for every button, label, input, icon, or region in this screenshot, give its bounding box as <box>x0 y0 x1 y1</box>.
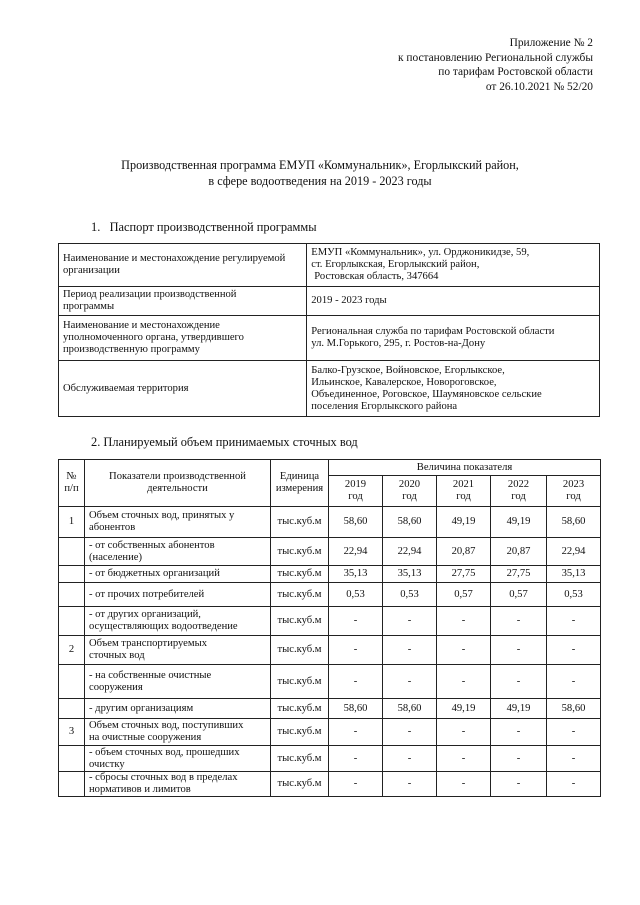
header-year <box>491 476 547 507</box>
cell-line: год <box>348 491 363 502</box>
title-line: Производственная программа ЕМУП «Коммунальник», Егорлыкский район, <box>121 158 519 172</box>
row-number <box>59 583 85 607</box>
passport-value <box>307 244 600 287</box>
section-title: Паспорт производственной программы <box>109 220 317 234</box>
row-value: 35,13 <box>547 566 601 583</box>
row-value: - <box>437 636 491 665</box>
table-row <box>59 316 600 361</box>
cell-line: поселения Егорлыкского района <box>311 400 458 412</box>
row-value: - <box>491 746 547 772</box>
document-title <box>0 158 640 189</box>
row-value: - <box>329 719 383 746</box>
section-heading-passport <box>91 220 317 235</box>
table-row <box>59 636 601 665</box>
row-number <box>59 538 85 566</box>
header-indicator <box>85 460 271 507</box>
cell-line: на очистные сооружения <box>89 732 202 743</box>
cell-line: 2022 <box>507 479 530 490</box>
row-value: 0,53 <box>383 583 437 607</box>
row-unit: тыс.куб.м <box>271 772 329 797</box>
row-label <box>85 699 271 719</box>
row-value: 27,75 <box>437 566 491 583</box>
row-number <box>59 699 85 719</box>
title-line: в сфере водоотведения на 2019 - 2023 годы <box>208 173 432 188</box>
cell-line: Наименование и местонахождение регулируемой <box>63 253 286 264</box>
row-unit: тыс.куб.м <box>271 636 329 665</box>
cell-line: год <box>566 491 581 502</box>
section-heading-volume <box>91 435 358 450</box>
row-value: - <box>329 746 383 772</box>
row-value: - <box>329 665 383 699</box>
header-value-group: Величина показателя <box>329 460 601 476</box>
row-value: - <box>383 772 437 797</box>
row-value: 22,94 <box>547 538 601 566</box>
row-value: 35,13 <box>383 566 437 583</box>
cell-line: организации <box>63 265 120 276</box>
row-unit: тыс.куб.м <box>271 583 329 607</box>
row-value: 22,94 <box>329 538 383 566</box>
header-year <box>437 476 491 507</box>
passport-label <box>59 244 307 287</box>
table-row <box>59 699 601 719</box>
row-value: - <box>383 665 437 699</box>
header-unit <box>271 460 329 507</box>
row-label <box>85 665 271 699</box>
row-label <box>85 746 271 772</box>
cell-line: очистку <box>89 758 125 770</box>
row-number <box>59 607 85 636</box>
row-value: 27,75 <box>491 566 547 583</box>
row-number <box>59 665 85 699</box>
header-year <box>383 476 437 507</box>
row-value: 58,60 <box>383 507 437 538</box>
row-value: 0,57 <box>437 583 491 607</box>
row-label <box>85 507 271 538</box>
row-value: - <box>491 636 547 665</box>
header-row <box>59 460 601 476</box>
row-value: - <box>437 746 491 772</box>
row-value: 20,87 <box>437 538 491 566</box>
cell-line: осуществляющих водоотведение <box>89 621 238 632</box>
cell-line: уполномоченного органа, утвердившего <box>63 332 244 343</box>
cell-line: - объем сточных вод, прошедших <box>89 746 240 758</box>
row-value: - <box>329 636 383 665</box>
cell-line: Показатели производственной <box>109 471 246 482</box>
row-value: - <box>437 719 491 746</box>
cell-line: - от прочих потребителей <box>89 588 205 600</box>
row-number <box>59 746 85 772</box>
row-label <box>85 566 271 583</box>
cell-line: 2019 <box>344 479 367 490</box>
row-unit: тыс.куб.м <box>271 699 329 719</box>
row-unit: тыс.куб.м <box>271 538 329 566</box>
row-value: 58,60 <box>383 699 437 719</box>
row-label <box>85 772 271 797</box>
row-unit: тыс.куб.м <box>271 746 329 772</box>
cell-line: (население) <box>89 551 142 563</box>
row-value: 0,57 <box>491 583 547 607</box>
table-row <box>59 746 601 772</box>
cell-line: программы <box>63 301 115 312</box>
row-label <box>85 538 271 566</box>
row-value: 0,53 <box>329 583 383 607</box>
cell-line: Объединенное, Роговское, Шаумяновское сельские <box>311 388 542 400</box>
cell-line: деятельности <box>147 483 208 494</box>
cell-line: ст. Егорлыкская, Егорлыкский район, <box>311 259 480 270</box>
row-label <box>85 719 271 746</box>
header-year <box>329 476 383 507</box>
header-year <box>547 476 601 507</box>
cell-line: год <box>456 491 471 502</box>
row-value: - <box>383 636 437 665</box>
appendix-line: Приложение № 2 <box>509 37 593 49</box>
row-value: - <box>547 607 601 636</box>
table-row <box>59 538 601 566</box>
appendix-line: к постановлению Региональной службы <box>397 51 593 64</box>
row-value: 0,53 <box>547 583 601 607</box>
table-row <box>59 772 601 797</box>
row-value: - <box>383 719 437 746</box>
row-number <box>59 772 85 797</box>
row-value: 58,60 <box>329 699 383 719</box>
row-value: - <box>547 636 601 665</box>
row-unit: тыс.куб.м <box>271 507 329 538</box>
row-value: 35,13 <box>329 566 383 583</box>
row-label <box>85 607 271 636</box>
row-value: - <box>547 746 601 772</box>
volume-table <box>58 459 601 797</box>
table-row <box>59 665 601 699</box>
row-number: 3 <box>59 719 85 746</box>
passport-value <box>307 287 600 316</box>
cell-line: - на собственные очистные <box>89 669 212 681</box>
row-unit: тыс.куб.м <box>271 719 329 746</box>
cell-line: год <box>402 491 417 502</box>
cell-line: измерения <box>275 483 324 494</box>
passport-value <box>307 361 600 417</box>
cell-line: 2019 - 2023 годы <box>311 295 387 306</box>
cell-line: 2023 <box>562 479 585 490</box>
cell-line: Ростовская область, 347664 <box>314 271 439 282</box>
cell-line: Объем сточных вод, принятых у <box>89 510 235 521</box>
table-row <box>59 244 600 287</box>
row-value: 49,19 <box>437 507 491 538</box>
row-unit: тыс.куб.м <box>271 665 329 699</box>
row-number <box>59 566 85 583</box>
cell-line: 2021 <box>452 479 475 490</box>
cell-line: № <box>66 471 77 482</box>
row-value: - <box>437 665 491 699</box>
cell-line: 2020 <box>398 479 421 490</box>
row-value: - <box>329 772 383 797</box>
cell-line: - от собственных абонентов <box>89 539 215 551</box>
cell-line: - сбросы сточных вод в пределах <box>89 772 238 783</box>
table-row <box>59 287 600 316</box>
cell-line: Объем сточных вод, поступивших <box>89 720 244 731</box>
row-label <box>85 636 271 665</box>
cell-line: п/п <box>64 483 79 494</box>
cell-line: Объем транспортируемых <box>89 638 207 649</box>
row-value: - <box>491 772 547 797</box>
cell-line: - от других организаций, <box>89 609 201 620</box>
appendix-line: от 26.10.2021 № 52/20 <box>485 81 593 94</box>
passport-label <box>59 287 307 316</box>
row-value: 58,60 <box>547 699 601 719</box>
row-value: - <box>547 772 601 797</box>
appendix-header <box>398 36 593 95</box>
row-value: - <box>547 665 601 699</box>
row-unit: тыс.куб.м <box>271 566 329 583</box>
row-value: - <box>491 719 547 746</box>
row-value: - <box>437 772 491 797</box>
row-value: 49,19 <box>437 699 491 719</box>
row-number: 2 <box>59 636 85 665</box>
cell-line: Период реализации производственной <box>63 289 237 300</box>
cell-line: Единица <box>279 471 320 482</box>
passport-label <box>59 361 307 417</box>
appendix-line: по тарифам Ростовской области <box>438 66 593 79</box>
cell-line: сооружения <box>89 681 143 693</box>
row-value: 58,60 <box>547 507 601 538</box>
row-number: 1 <box>59 507 85 538</box>
table-row <box>59 566 601 583</box>
row-value: 49,19 <box>491 507 547 538</box>
table-row <box>59 361 600 417</box>
table-row <box>59 607 601 636</box>
row-value: - <box>437 607 491 636</box>
cell-line: сточных вод <box>89 650 145 661</box>
row-value: - <box>491 607 547 636</box>
section-title: 2. Планируемый объем принимаемых сточных вод <box>91 435 358 449</box>
cell-line: - другим организациям <box>89 702 194 714</box>
row-value: 22,94 <box>383 538 437 566</box>
cell-line: Наименование и местонахождение <box>63 320 220 331</box>
cell-line: год <box>511 491 526 502</box>
row-value: - <box>383 746 437 772</box>
row-value: 20,87 <box>491 538 547 566</box>
cell-line: ул. М.Горького, 295, г. Ростов-на-Дону <box>311 338 486 349</box>
table-row <box>59 719 601 746</box>
cell-line: Региональная служба по тарифам Ростовской области <box>311 326 555 337</box>
cell-line: Обслуживаемая территория <box>63 382 189 394</box>
cell-line: абонентов <box>89 522 136 533</box>
cell-line: нормативов и лимитов <box>89 784 191 795</box>
cell-line: Ильинское, Кавалерское, Новороговское, <box>311 376 497 388</box>
cell-line: - от бюджетных организаций <box>89 568 220 579</box>
row-value: - <box>547 719 601 746</box>
row-value: - <box>491 665 547 699</box>
table-row <box>59 507 601 538</box>
row-value: 58,60 <box>329 507 383 538</box>
row-value: - <box>383 607 437 636</box>
row-value: - <box>329 607 383 636</box>
passport-table <box>58 243 600 417</box>
passport-value <box>307 316 600 361</box>
header-num <box>59 460 85 507</box>
row-label <box>85 583 271 607</box>
row-unit: тыс.куб.м <box>271 607 329 636</box>
passport-label <box>59 316 307 361</box>
cell-line: ЕМУП «Коммунальник», ул. Орджоникидзе, 59, <box>311 247 530 258</box>
section-number: 1. <box>91 220 101 234</box>
row-value: 49,19 <box>491 699 547 719</box>
table-row <box>59 583 601 607</box>
cell-line: производственную программу <box>63 344 200 355</box>
cell-line: Балко-Грузское, Войновское, Егорлыкское, <box>311 364 505 376</box>
